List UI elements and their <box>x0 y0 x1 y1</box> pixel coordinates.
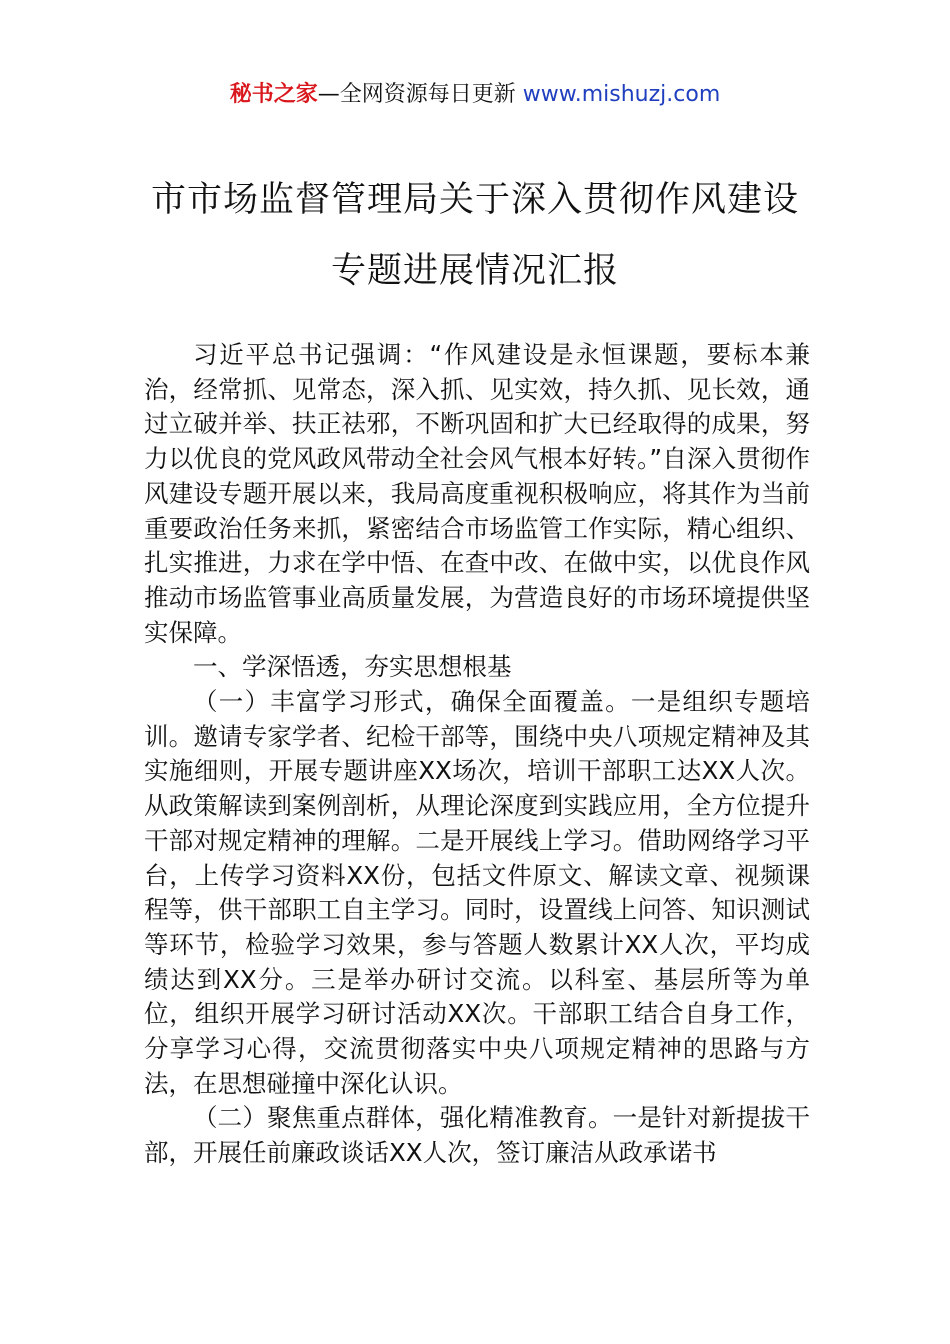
paragraph-2: （二）聚焦重点群体，强化精准教育。一是针对新提拔干部，开展任前廉政谈话XX人次，签订廉洁从政承诺书 <box>144 1103 810 1168</box>
document-title-line-2: 专题进展情况汇报 <box>330 251 619 291</box>
site-header <box>0 78 950 112</box>
brand-name: 秘书之家 <box>229 82 318 107</box>
section-heading-1: 一、学深悟透，夯实思想根基 <box>193 652 512 682</box>
paragraph-1: （一）丰富学习形式，确保全面覆盖。一是组织专题培训。邀请专家学者、纪检干部等，围绕中央八项规定精神及其实施细则，开展专题讲座XX场次，培训干部职工达XX人次。从政策解读到案例剖析，从理论深度到实践应用，全方位提升干部对规定精神的理解。二是开展线上学习。借助网络学习平台，上传学习资料XX份，包括文件原文、解读文章、视频课程等，供干部职工自主学习。同时，设置线上问答、知识测试等环节，检验学习效果，参与答题人数累计XX人次，平均成绩达到XX分。三是举办研讨交流。以科室、基层所等为单位，组织开展学习研讨活动XX次。干部职工结合自身工作，分享学习心得，交流贯彻落实中央八项规定精神的思路与方法，在思想碰撞中深化认识。 <box>144 687 810 1098</box>
header-tagline: 全网资源每日更新 <box>339 82 516 107</box>
paragraph-2-container <box>144 1101 810 1307</box>
document-body <box>144 338 810 1307</box>
intro-paragraph: 习近平总书记强调：“作风建设是永恒课题，要标本兼治，经常抓、见常态，深入抓、见实效，持久抓、见长效，通过立破并举、扶正祛邪，不断巩固和扩大已经取得的成果，努力以优良的党风政风带动全社会风气根本好转。”自深入贯彻作风建设专题开展以来，我局高度重视积极响应，将其作为当前重要政治任务来抓，紧密结合市场监管工作实际，精心组织、扎实推进，力求在学中悟、在查中改、在做中实，以优良作风推动市场监管事业高质量发展，为营造良好的市场环境提供坚实保障。 <box>144 340 810 647</box>
site-url-link[interactable]: www.mishuzj.com <box>522 82 721 107</box>
document-title-line-1: 市市场监督管理局关于深入贯彻作风建设 <box>150 180 799 220</box>
header-dash: — <box>317 82 340 107</box>
